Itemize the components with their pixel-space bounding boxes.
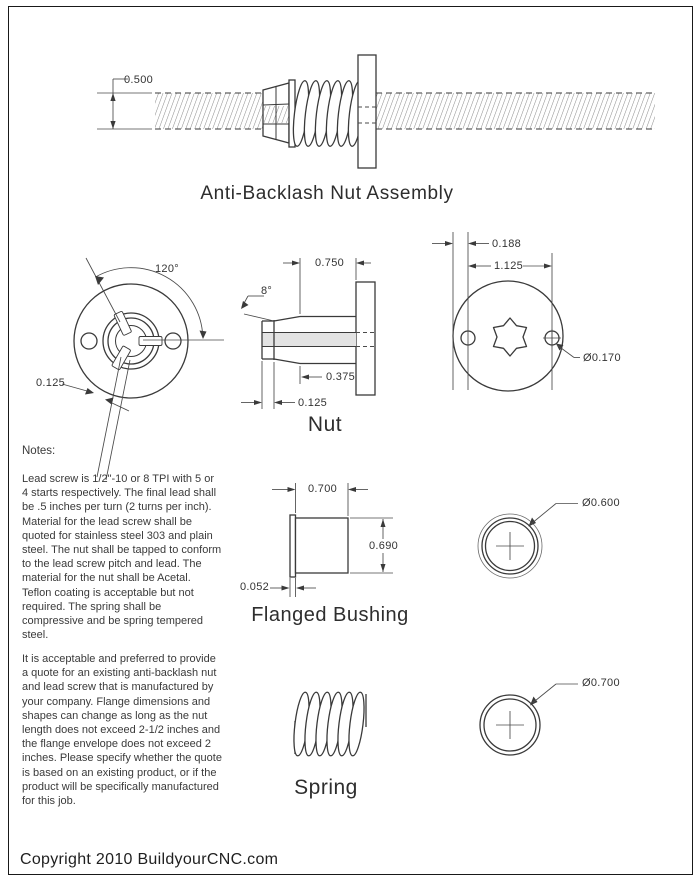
assembly-flange-plate [358,55,376,168]
nut-view-label: Nut [307,413,343,436]
bushing-end-view [478,504,578,579]
assembly-spring [291,80,367,147]
spring-end-view [480,684,578,755]
dim-slot-angle: 120° [155,263,179,275]
lead-screw-assembly-drawing [97,55,655,168]
dim-screw-diameter-lines [97,79,152,129]
notes-heading: Notes: [22,445,56,457]
notes-paragraph-1: Lead screw is 1/2"-10 or 8 TPI with 5 or 4 starts respectively. The final lead shall be .5 inches per turn (2 turns per inch). Material for the lead screw shall be quoted for stainless steel 303 and plain steel. The nut shall be tapped to conform to the lead screw pitch and lead. The material for the nut shall be Acetal. Teflon coating is acceptable but not required. The spring shall be compressive and be spring tempered steel. [22,473,222,642]
dim-body-length: 0.375 [326,371,356,383]
dim-flange-thickness: 0.052 [240,581,270,593]
notes-paragraph-2: It is acceptable and preferred to provide a quote for an existing anti-backlash nut and lead screw that is manufactured by your company. Flange dimensions and shapes can change as long as the nut length does not exceed 2-1/2 inches and the flange envelope does not exceed 2 inches. Please specify whether the quote is based on an existing product, or if the product will be specifically manufactured for this job. [22,653,222,808]
dim-taper-angle: 8° [261,285,273,297]
dim-hole-spacing: 1.125 [494,260,524,272]
nut-back-view [432,232,580,391]
dim-bushing-outer: 0.690 [369,540,399,552]
dim-hole-diameter: Ø0.170 [583,352,621,364]
nut-side-view [241,258,375,409]
dim-cap-width: 0.125 [298,397,328,409]
assembly-nut [263,83,289,143]
spring-side-view [291,691,367,756]
spring-view-label: Spring [294,776,358,799]
copyright-text: Copyright 2010 BuildyourCNC.com [20,851,279,868]
dim-hole-edge: 0.188 [492,238,522,250]
dim-bushing-length: 0.700 [308,483,338,495]
bushing-view-label: Flanged Bushing [251,604,409,626]
dim-bushing-end-diameter: Ø0.600 [582,497,620,509]
dim-screw-diameter: 0.500 [124,74,154,86]
dim-slot-width: 0.125 [36,377,66,389]
dim-nut-length: 0.750 [315,257,345,269]
drawing-title: Anti-Backlash Nut Assembly [200,183,454,204]
dim-spring-outer-diameter: Ø0.700 [582,677,620,689]
